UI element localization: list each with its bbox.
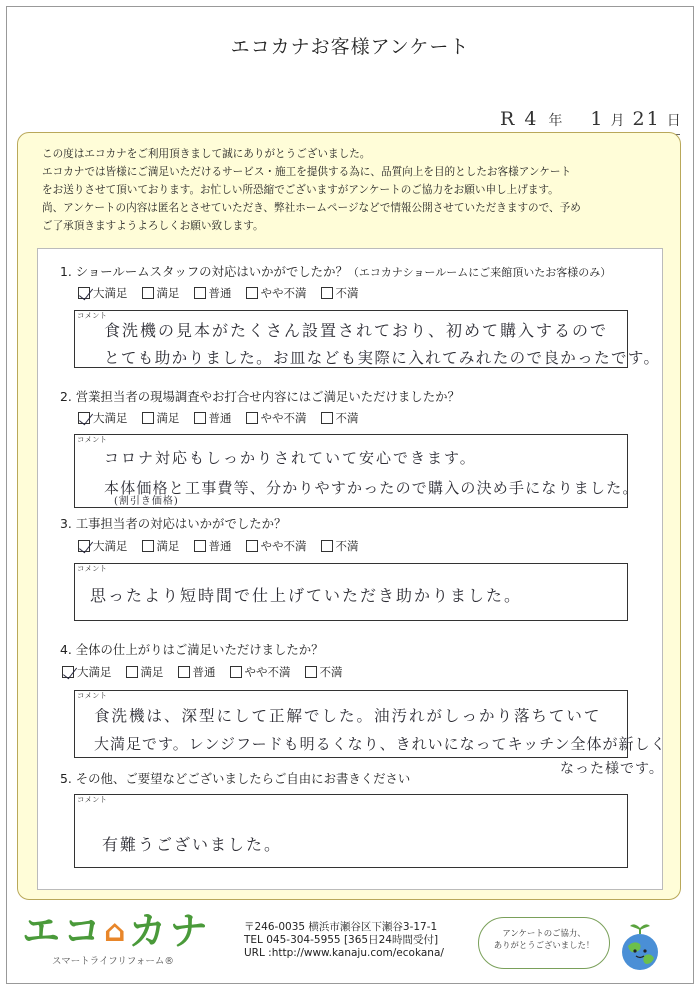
question-2-options [78, 410, 359, 426]
question-3-options [78, 538, 359, 554]
date-line: R 4 年 1 月 21 日 [500, 108, 680, 135]
option-label: 普通 [208, 539, 232, 553]
option-label: 普通 [208, 411, 232, 425]
option-label: 普通 [208, 286, 232, 300]
question-3: 3. 工事担当者の対応はいかがでしたか？ [60, 516, 287, 531]
option-4-5[interactable] [305, 664, 343, 680]
checkbox[interactable] [194, 540, 206, 552]
question-1: 1. ショールームスタッフの対応はいかがでしたか？（エコカナショールームにご来館頂いたお客様のみ） [60, 264, 612, 279]
checkbox[interactable] [194, 412, 206, 424]
checkbox[interactable] [142, 412, 154, 424]
option-2-2[interactable] [142, 410, 180, 426]
option-1-3[interactable] [194, 285, 232, 301]
checkbox[interactable] [142, 540, 154, 552]
checkbox[interactable] [246, 287, 258, 299]
option-label: 大満足 [93, 286, 128, 300]
intro-text: この度はエコカナをご利用頂きまして誠にありがとうございました。 エコカナでは皆様にご満足いただけるサービス・施工を提供する為に、品質向上を目的としたお客様アンケート をお送りさせて頂いております。お忙しい所恐縮でございますがアンケートのご協力をお願い申し上げます。 尚、アンケートの内容は匿名とさせていただき、弊社ホームページなどで情報公開させていただきますので、予め ご了承頂きますようよろしくお願い致します。 [42, 148, 581, 232]
comment-1-line-2: とても助かりました。お皿なども実際に入れてみれたので良かったです。 [104, 349, 661, 367]
option-1-2[interactable] [142, 285, 180, 301]
option-4-1[interactable] [62, 664, 112, 680]
comment-box-4: コメント [74, 690, 628, 758]
comment-4-line-2: 大満足です。レンジフードも明るくなり、きれいになってキッチン全体が新しく [94, 735, 667, 753]
option-3-2[interactable] [142, 538, 180, 554]
comment-2-line-2: 本体価格と工事費等、分かりやすかったので購入の決め手になりました。 [104, 479, 639, 497]
option-4-3[interactable] [178, 664, 216, 680]
option-4-4[interactable] [230, 664, 291, 680]
company-address: 〒246-0035 横浜市瀬谷区下瀬谷3-17-1 TEL 045-304-5955 [365日24時間受付] URL :http://www.kanaju.com/ecokana/ [244, 921, 444, 959]
option-label: 大満足 [93, 411, 128, 425]
comment-4-line-3: なった様です。 [560, 761, 664, 777]
option-label: 大満足 [93, 539, 128, 553]
page-title: エコカナお客様アンケート [230, 36, 470, 58]
checkbox[interactable] [194, 287, 206, 299]
option-label: やや不満 [260, 411, 307, 425]
option-2-3[interactable] [194, 410, 232, 426]
option-label: 不満 [319, 665, 343, 679]
comment-2-line-1: コロナ対応もしっかりされていて安心できます。 [104, 449, 477, 467]
option-3-5[interactable] [321, 538, 359, 554]
checkbox[interactable] [305, 666, 317, 678]
option-label: 満足 [156, 286, 180, 300]
website-url[interactable]: URL :http://www.kanaju.com/ecokana/ [244, 947, 444, 959]
question-2: 2. 営業担当者の現場調査やお打合せ内容にはご満足いただけましたか？ [60, 389, 460, 404]
option-label: やや不満 [260, 286, 307, 300]
option-3-1[interactable] [78, 538, 128, 554]
option-label: 満足 [140, 665, 164, 679]
comment-box-3: コメント [74, 563, 628, 621]
checkbox[interactable] [78, 287, 90, 299]
question-5: 5. その他、ご要望などございましたらご自由にお書きください [60, 771, 411, 786]
checkbox[interactable] [321, 540, 333, 552]
option-label: やや不満 [260, 539, 307, 553]
option-2-4[interactable] [246, 410, 307, 426]
checkbox[interactable] [321, 287, 333, 299]
checkbox[interactable] [230, 666, 242, 678]
option-1-5[interactable] [321, 285, 359, 301]
checkbox[interactable] [62, 666, 74, 678]
comment-2-line-3: (割引き価格) [114, 496, 179, 507]
option-label: 普通 [192, 665, 216, 679]
option-3-4[interactable] [246, 538, 307, 554]
comment-box-1: コメント [74, 310, 628, 368]
checkbox[interactable] [142, 287, 154, 299]
question-1-options [78, 285, 359, 301]
checkbox[interactable] [321, 412, 333, 424]
comment-1-line-1: 食洗機の見本がたくさん設置されており、初めて購入するので [104, 321, 609, 340]
option-3-3[interactable] [194, 538, 232, 554]
comment-3-line-1: 思ったより短時間で仕上げていただき助かりました。 [90, 586, 523, 605]
checkbox[interactable] [78, 540, 90, 552]
checkbox[interactable] [126, 666, 138, 678]
comment-4-line-1: 食洗機は、深型にして正解でした。油汚れがしっかり落ちていて [94, 707, 602, 725]
house-icon: ⌂ [104, 914, 129, 949]
checkbox[interactable] [78, 412, 90, 424]
earth-mascot-icon [614, 922, 666, 974]
comment-box-5: コメント [74, 794, 628, 868]
option-1-1[interactable] [78, 285, 128, 301]
option-label: 不満 [335, 286, 359, 300]
comment-5-line-1: 有難うございました。 [102, 835, 283, 854]
ecokana-logo: エコ⌂カナ スマートライフリフォーム® [22, 909, 211, 967]
checkbox[interactable] [178, 666, 190, 678]
option-label: 大満足 [77, 665, 112, 679]
option-label: 不満 [335, 539, 359, 553]
option-label: 不満 [335, 411, 359, 425]
comment-box-2: コメント [74, 434, 628, 508]
option-1-4[interactable] [246, 285, 307, 301]
option-label: 満足 [156, 539, 180, 553]
question-4: 4. 全体の仕上がりはご満足いただけましたか？ [60, 642, 324, 657]
option-4-2[interactable] [126, 664, 164, 680]
option-2-5[interactable] [321, 410, 359, 426]
option-label: やや不満 [244, 665, 291, 679]
option-label: 満足 [156, 411, 180, 425]
checkbox[interactable] [246, 412, 258, 424]
option-2-1[interactable] [78, 410, 128, 426]
checkbox[interactable] [246, 540, 258, 552]
question-4-options [62, 664, 343, 680]
thanks-bubble: アンケートのご協力、 ありがとうございました！ [478, 917, 610, 969]
